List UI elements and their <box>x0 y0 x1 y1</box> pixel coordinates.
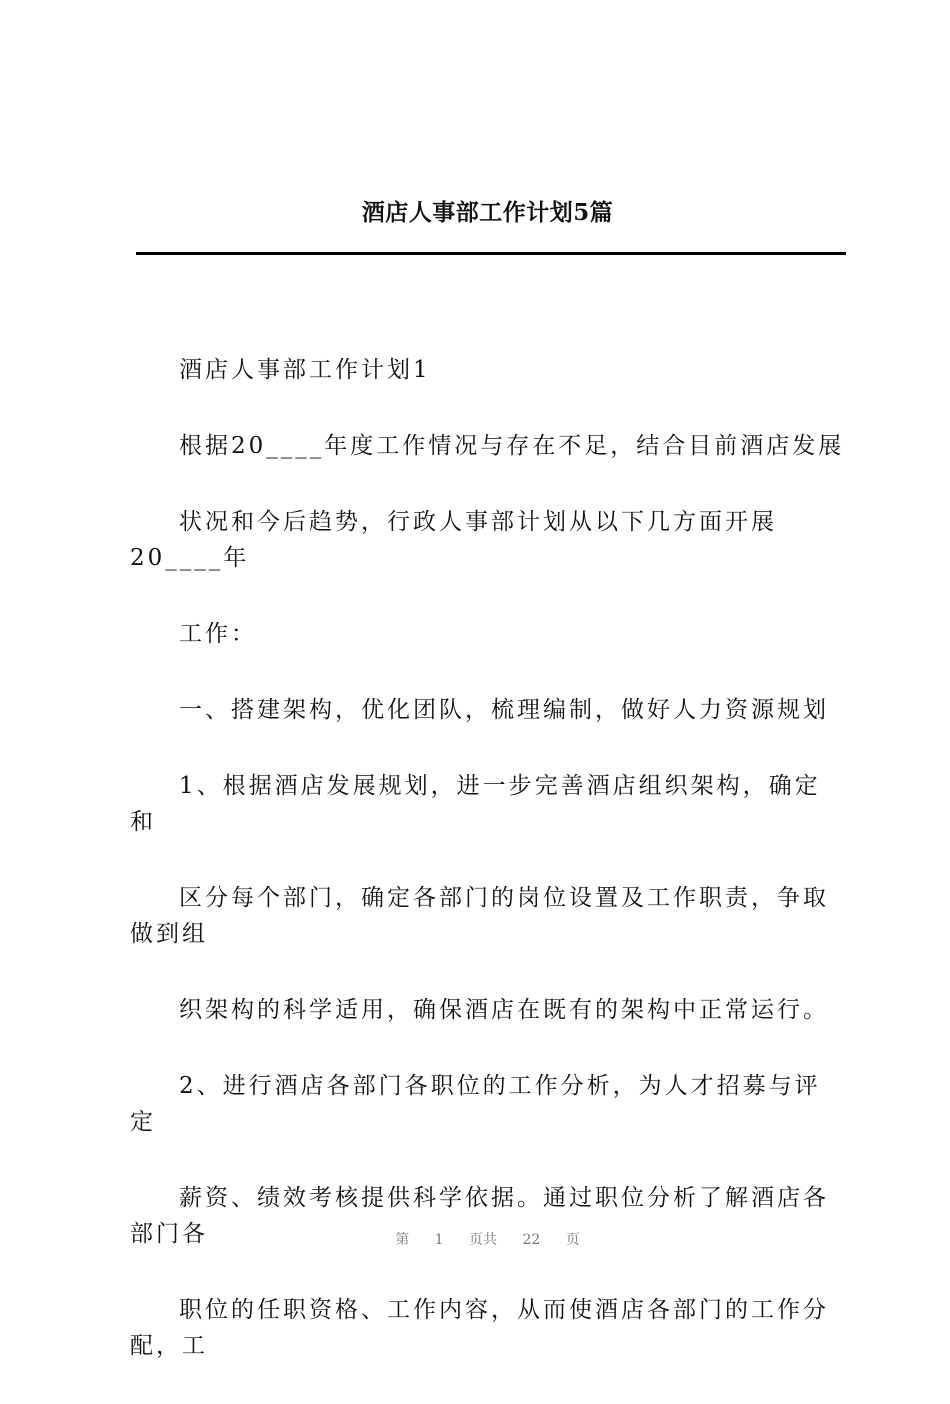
text-line: 工作： <box>179 621 257 647</box>
paragraph-point-1 <box>130 768 846 1028</box>
page-title: 酒店人事部工作计划5篇 <box>361 199 614 226</box>
text-line: 1、根据酒店发展规划，进一步完善酒店组织架构，确定和 <box>130 773 821 835</box>
footer-mid: 页共 <box>469 1232 498 1248</box>
text-line: 状况和今后趋势，行政人事部计划从以下几方面开展20____年 <box>130 509 777 571</box>
footer-suffix: 页 <box>565 1232 580 1248</box>
footer-total-pages: 22 <box>522 1232 541 1248</box>
footer-current-page: 1 <box>434 1232 444 1248</box>
text-line: 2、进行酒店各部门各职位的工作分析，为人才招募与评定 <box>130 1073 821 1135</box>
page-footer <box>0 1230 950 1250</box>
footer-prefix: 第 <box>395 1232 410 1248</box>
section-heading: 酒店人事部工作计划1 <box>179 357 431 383</box>
text-line: 织架构的科学适用，确保酒店在既有的架构中正常运行。 <box>179 997 829 1023</box>
paragraph-point-2 <box>130 1068 846 1364</box>
text-line: 一、搭建架构，优化团队，梳理编制，做好人力资源规划 <box>179 697 829 723</box>
paragraph-intro <box>130 428 846 652</box>
text-line: 薪资、绩效考核提供科学依据。通过职位分析了解酒店各部门各 <box>130 1185 829 1247</box>
title-divider <box>136 252 846 255</box>
text-line: 职位的任职资格、工作内容，从而使酒店各部门的工作分配，工 <box>130 1297 829 1359</box>
paragraph-item-heading <box>130 692 846 728</box>
text-line: 根据20____年度工作情况与存在不足，结合目前酒店发展 <box>179 433 845 459</box>
text-line: 区分每个部门，确定各部门的岗位设置及工作职责，争取做到组 <box>130 885 829 947</box>
